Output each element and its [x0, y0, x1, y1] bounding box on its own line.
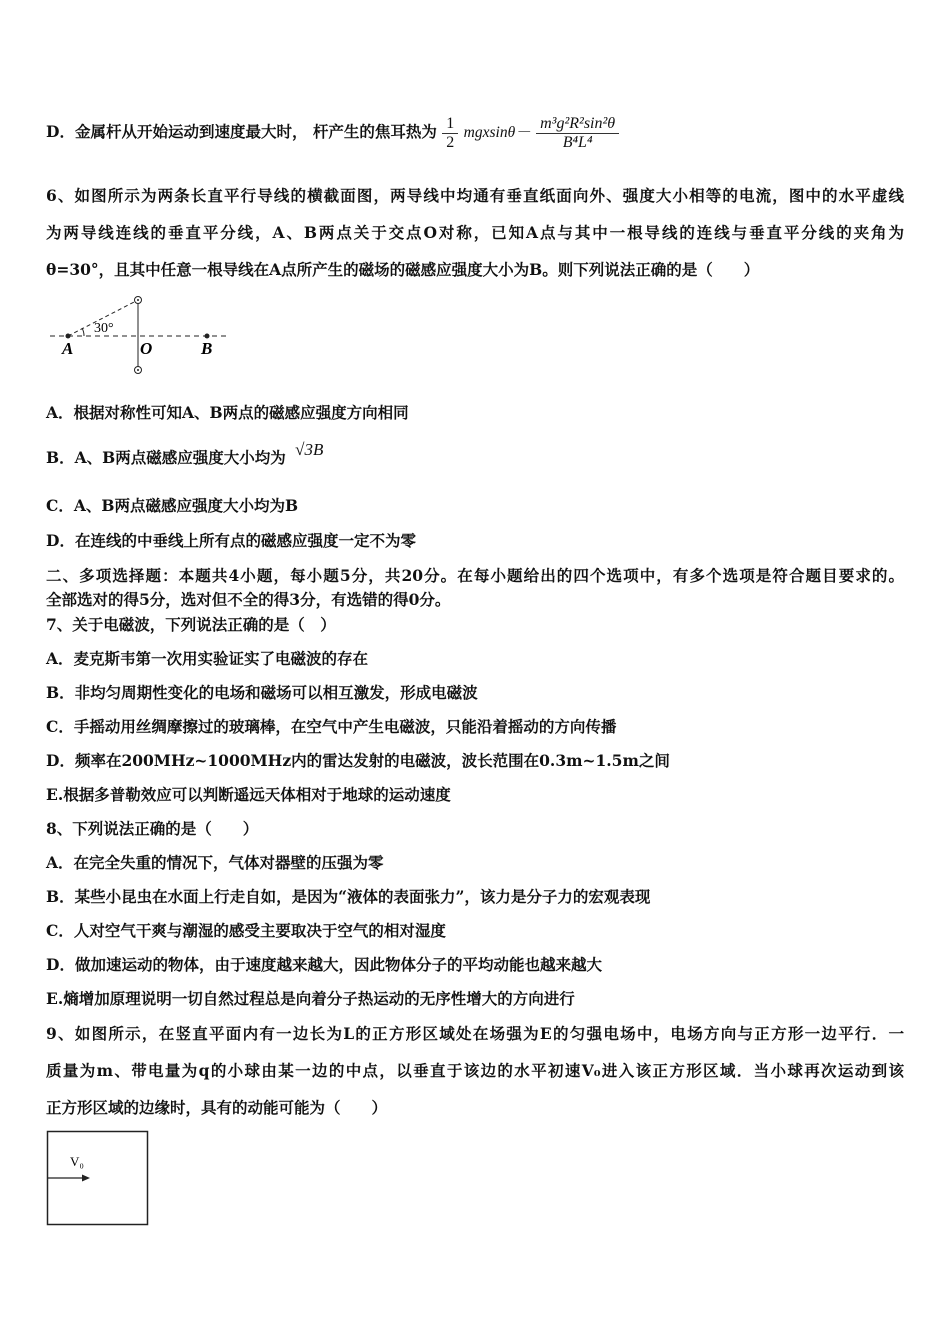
label-b: B	[201, 339, 213, 358]
q8-option-d: D．做加速运动的物体，由于速度越来越大，因此物体分子的平均动能也越来越大	[46, 955, 602, 974]
v0-label: V₀	[70, 1154, 84, 1169]
q8-option-b: B．某些小昆虫在水面上行走自如，是因为“液体的表面张力”，该力是分子力的宏观表现	[46, 887, 651, 906]
label-o: O	[140, 339, 153, 358]
q6-stem-line2: 为两导线连线的垂直平分线，A、B两点关于交点O对称，已知A点与其中一根导线的连线与垂直平分线的夹角为	[46, 223, 904, 242]
q9-stem-line3: 正方形区域的边缘时，具有的动能可能为（ ）	[46, 1098, 388, 1117]
q5-option-d	[46, 112, 619, 152]
root3-b: √3B	[295, 440, 324, 459]
q9-stem-line2: 质量为m、带电量为q的小球由某一边的中点，以垂直于该边的水平初速V₀进入该正方形区域．当小球再次运动到该	[46, 1061, 904, 1080]
q6-figure	[44, 292, 234, 377]
section2-header-line1: 二、多项选择题：本题共4小题，每小题5分，共20分。在每小题给出的四个选项中，有多个选项是符合题目要求的。	[46, 566, 904, 585]
angle-arc	[82, 328, 84, 336]
q5-option-d-prefix: D．金属杆从开始运动到速度最大时， 杆产生的焦耳热为	[46, 122, 437, 141]
label-a: A	[62, 339, 74, 358]
section2-header-line2: 全部选对的得5分，选对但不全的得3分，有选错的得0分。	[46, 590, 451, 609]
angle-label: 30°	[94, 321, 114, 336]
point-a-dot	[66, 334, 71, 339]
arrow-head-icon	[82, 1175, 90, 1182]
fraction-half: $\frac{1}{2}$	[442, 115, 458, 152]
q5-option-d-mid: mgxsinθ－	[463, 124, 531, 141]
q6-option-d: D．在连线的中垂线上所有点的磁感应强度一定不为零	[46, 531, 416, 550]
q8-stem: 8、下列说法正确的是（ ）	[46, 819, 259, 838]
q6-option-a: A．根据对称性可知A、B两点的磁感应强度方向相同	[46, 403, 409, 422]
q9-stem-line1: 9、如图所示，在竖直平面内有一边长为L的正方形区域处在场强为E的匀强电场中，电场方向与正方形一边平行．一	[46, 1024, 904, 1043]
q6-option-b: B．A、B两点磁感应强度大小均为 √3B	[46, 440, 324, 467]
q6-stem-line1: 6、如图所示为两条长直平行导线的横截面图，两导线中均通有垂直纸面向外、强度大小相等的电流，图中的水平虚线	[46, 186, 904, 205]
point-b-dot	[205, 334, 210, 339]
q8-option-e: E.熵增加原理说明一切自然过程总是向着分子热运动的无序性增大的方向进行	[46, 989, 575, 1008]
q7-option-e: E.根据多普勒效应可以判断遥远天体相对于地球的运动速度	[46, 785, 451, 804]
q7-option-d: D．频率在200MHz~1000MHz内的雷达发射的电磁波，波长范围在0.3m~1.5m之间	[46, 751, 670, 770]
fraction-joule-heat: $\frac{\text{m³g²R²sin²θ}}{\text{B⁴L⁴}}$	[536, 115, 619, 152]
q7-option-b: B．非均匀周期性变化的电场和磁场可以相互激发，形成电磁波	[46, 683, 478, 702]
q8-option-c: C．人对空气干爽与潮湿的感受主要取决于空气的相对湿度	[46, 921, 446, 940]
q9-figure	[46, 1130, 150, 1228]
q7-option-a: A．麦克斯韦第一次用实验证实了电磁波的存在	[46, 649, 369, 668]
q7-stem: 7、关于电磁波，下列说法正确的是（ ）	[46, 615, 336, 634]
q8-option-a: A．在完全失重的情况下，气体对器壁的压强为零	[46, 853, 384, 872]
q6-option-c: C．A、B两点磁感应强度大小均为B	[46, 496, 299, 515]
q6-stem-line3: θ=30°，且其中任意一根导线在A点所产生的磁场的磁感应强度大小为B。则下列说法正确的是（ ）	[46, 260, 760, 279]
q7-option-c: C．手摇动用丝绸摩擦过的玻璃棒，在空气中产生电磁波，只能沿着摇动的方向传播	[46, 717, 617, 736]
